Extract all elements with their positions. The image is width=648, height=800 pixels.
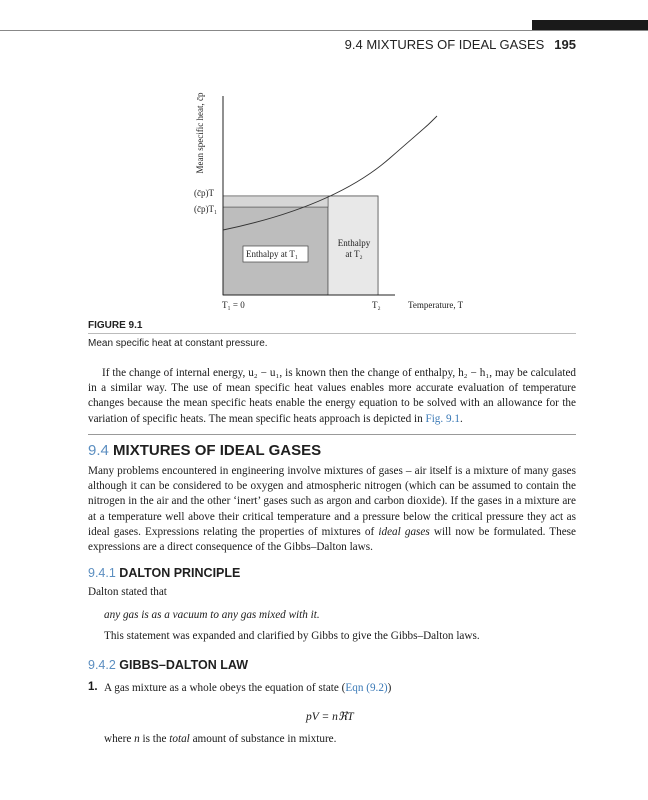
running-head-title: 9.4 MIXTURES OF IDEAL GASES xyxy=(344,37,545,52)
where-b: is the xyxy=(139,733,170,745)
y-tick-cp-t: (c̄p)T xyxy=(194,188,214,198)
subsection-heading-9-4-1 xyxy=(88,566,240,580)
x-tick-t1: T₁ = 0 xyxy=(222,300,245,310)
dalton-expanded: This statement was expanded and clarified by Gibbs to give the Gibbs–Dalton laws. xyxy=(104,630,480,642)
paragraph-enthalpy xyxy=(88,366,576,427)
where-a: where xyxy=(104,733,135,745)
figure-caption-title: FIGURE 9.1 xyxy=(88,320,143,331)
section-number: 9.4 xyxy=(88,442,109,459)
paragraph-enthalpy-end: . xyxy=(459,412,463,425)
list-item-text-end: ) xyxy=(387,682,392,694)
paragraph-mixtures xyxy=(88,464,576,555)
enthalpy-t2-label-line2: at T₂ xyxy=(345,249,363,259)
x-axis-title: Temperature, T xyxy=(408,300,464,310)
where-total: total xyxy=(169,733,190,745)
subsection-title: GIBBS–DALTON LAW xyxy=(119,658,249,672)
subsection-heading-9-4-2 xyxy=(88,658,248,672)
dalton-stated: Dalton stated that xyxy=(88,586,167,598)
figure-caption-text: Mean specific heat at constant pressure. xyxy=(88,338,268,349)
ideal-gases-emphasis: ideal gases xyxy=(378,525,430,538)
y-tick-cp-t1: (c̄p)T₁ xyxy=(194,204,218,214)
subsection-number: 9.4.1 xyxy=(88,566,116,580)
list-item-text-a: A gas mixture as a whole obeys the equation of state ( xyxy=(104,682,346,694)
enthalpy-t1-label: Enthalpy at T₁ xyxy=(246,249,298,259)
paragraph-enthalpy-text: If the change of internal energy, u₂ − u₁, is known then the change of enthalpy, h₂ − h₁, may be calculated in a similar way. The use of mean specific heat values enables more accurate evaluation of temperature changes because the mean specific heats enable the energy equation to be solved with an allowance for the variation of specific heats. The mean specific heats approach is depicted in xyxy=(88,367,576,425)
where-line xyxy=(104,733,336,745)
section-title: MIXTURES OF IDEAL GASES xyxy=(113,442,322,459)
section-rule xyxy=(88,434,576,435)
fig-9-1-link[interactable]: Fig. 9.1 xyxy=(425,412,460,425)
subsection-title: DALTON PRINCIPLE xyxy=(119,566,241,580)
running-head xyxy=(336,37,576,52)
dalton-quote: any gas is as a vacuum to any gas mixed with it. xyxy=(104,609,320,621)
caption-rule xyxy=(88,333,576,334)
where-n: n xyxy=(134,733,140,745)
header-rule xyxy=(0,30,648,31)
eqn-9-2-link[interactable]: Eqn (9.2) xyxy=(345,682,388,694)
paragraph-mixtures-text-a: Many problems encountered in engineering involve mixtures of gases – air itself is a mixture of many gases although it can be considered to be oxygen and atmospheric nitrogen (which can be assumed to contain the nitrogen in the air and the other ‘inert’ gases such as argon and carbon dioxide). If the gases in a mixture are at a temperature well above their critical temperature and a pressure below the critical pressure they act as ideal gases. Expressions relating the properties of mixtures of xyxy=(88,465,576,538)
list-item-text xyxy=(104,682,391,694)
y-axis-title: Mean specific heat, c̄p xyxy=(195,92,205,174)
header-bar xyxy=(532,20,648,30)
list-item-number: 1. xyxy=(88,681,98,693)
enthalpy-band xyxy=(223,196,328,207)
paragraph-mixtures-text-b: will now be formulated. These expressions are a direct consequence of the Gibbs–Dalton laws. xyxy=(88,525,576,554)
page-number: 195 xyxy=(554,37,576,52)
subsection-number: 9.4.2 xyxy=(88,658,116,672)
enthalpy-t2-label-line1: Enthalpy xyxy=(337,238,371,248)
x-tick-t2: T₂ xyxy=(372,300,381,310)
where-c: amount of substance in mixture. xyxy=(189,733,337,745)
equation-state: pV = nℜT xyxy=(306,711,354,723)
section-heading-9-4 xyxy=(88,442,321,459)
figure-9-1 xyxy=(150,88,480,318)
